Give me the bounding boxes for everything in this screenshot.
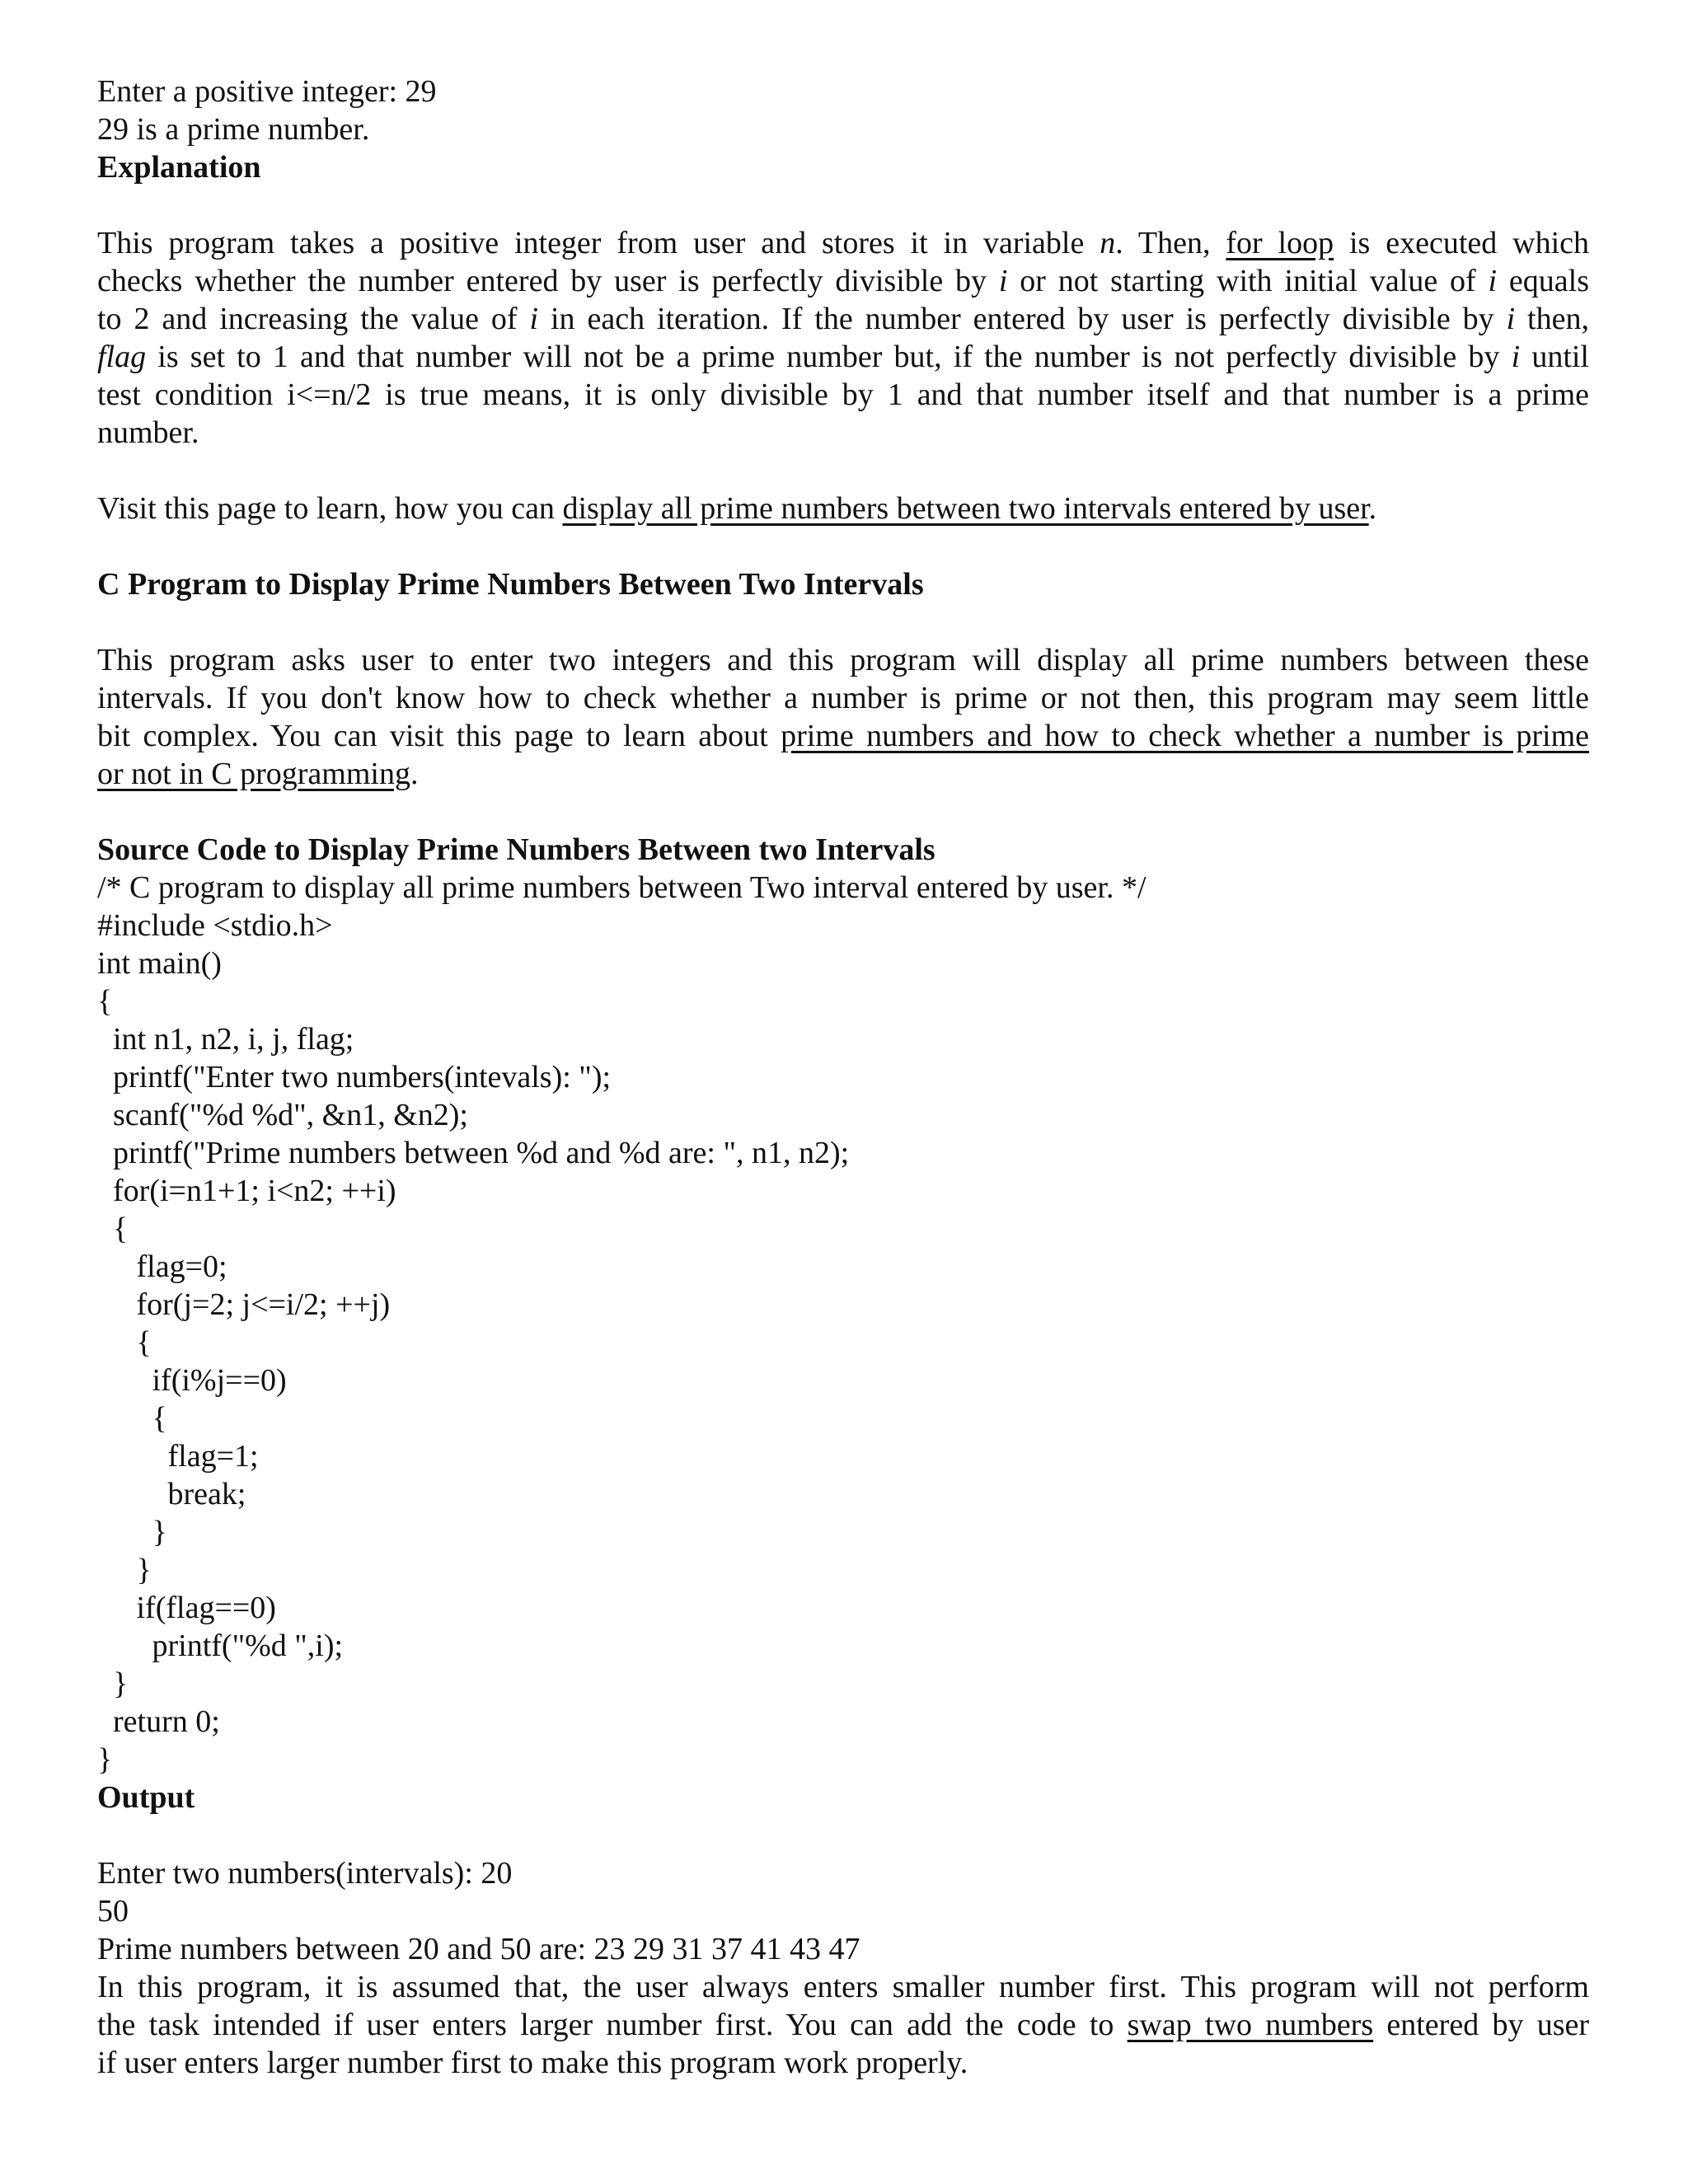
paragraph-row — [97, 300, 1589, 338]
spacer — [97, 186, 1589, 224]
text: then, — [1515, 302, 1589, 336]
section-heading: Source Code to Display Prime Numbers Between two Intervals — [97, 832, 935, 867]
spacer — [97, 793, 1589, 831]
closing-paragraph — [97, 1968, 1589, 2082]
text: This program takes a positive integer from user and stores it in variable — [97, 226, 1100, 260]
code-line: flag=0; — [97, 1249, 227, 1284]
code-line: } — [97, 1742, 113, 1777]
code-line: } — [97, 1666, 129, 1701]
code-line: break; — [97, 1477, 246, 1511]
code-line: int main() — [97, 946, 222, 981]
paragraph-row — [97, 2006, 1589, 2044]
code-line: scanf("%d %d", &n1, &n2); — [97, 1098, 468, 1132]
text: until — [1520, 340, 1589, 374]
code-block — [97, 869, 1589, 1779]
text: . Then, — [1115, 226, 1226, 260]
code-line: { — [97, 1401, 167, 1436]
paragraph-row: intervals. If you don't know how to check whether a number is prime or not then, this program may seem little — [97, 681, 1589, 715]
var-n: n — [1100, 226, 1116, 260]
text: checks whether the number entered by user is perfectly divisible by — [97, 264, 999, 298]
var-i: i — [1506, 302, 1516, 336]
text: to 2 and increasing the value of — [97, 302, 530, 336]
paragraph-row — [97, 717, 1589, 755]
code-line: printf("Prime numbers between %d and %d are: ", n1, n2); — [97, 1136, 850, 1170]
swap-numbers-link[interactable]: swap two numbers — [1127, 2008, 1374, 2042]
output-line: Prime numbers between 20 and 50 are: 23 29 31 37 41 43 47 — [97, 1932, 860, 1966]
paragraph-row: if user enters larger number first to make this program work properly. — [97, 2046, 968, 2080]
output-line: 50 — [97, 1894, 129, 1929]
text: . — [410, 757, 419, 791]
var-flag: flag — [97, 340, 147, 374]
code-line: int n1, n2, i, j, flag; — [97, 1022, 354, 1057]
code-line: #include <stdio.h> — [97, 908, 333, 943]
code-line: printf("Enter two numbers(intevals): "); — [97, 1060, 612, 1094]
code-line: printf("%d ",i); — [97, 1629, 344, 1663]
paragraph-row — [97, 755, 1589, 793]
var-i: i — [1511, 340, 1521, 374]
text: bit complex. You can visit this page to learn about — [97, 719, 781, 753]
text: the task intended if user enters larger number first. You can add the code to — [97, 2008, 1128, 2042]
code-line: { — [97, 1325, 152, 1360]
code-line: { — [97, 984, 113, 1019]
var-i: i — [529, 302, 539, 336]
code-line: } — [97, 1515, 167, 1549]
text: Visit this page to learn, how you can — [97, 491, 563, 526]
output-heading: Output — [97, 1780, 195, 1815]
visit-line — [97, 490, 1589, 527]
spacer — [97, 603, 1589, 641]
paragraph-row: This program asks user to enter two integers and this program will display all prime numbers between these — [97, 643, 1589, 677]
code-line: for(i=n1+1; i<n2; ++i) — [97, 1174, 396, 1208]
var-i: i — [998, 264, 1008, 298]
intro-paragraph — [97, 641, 1589, 793]
code-line: { — [97, 1212, 129, 1246]
prime-numbers-link[interactable]: or not in C programming — [97, 757, 410, 791]
text: in each iteration. If the number entered by user is perfectly divisible by — [538, 302, 1507, 336]
code-line: for(j=2; j<=i/2; ++j) — [97, 1287, 391, 1322]
code-line: if(i%j==0) — [97, 1363, 287, 1398]
code-line: /* C program to display all prime numbers between Two interval entered by user. */ — [97, 870, 1146, 905]
code-line: return 0; — [97, 1704, 220, 1739]
explanation-paragraph — [97, 224, 1589, 452]
for-loop-link[interactable]: for loop — [1226, 226, 1334, 260]
paragraph-row — [97, 262, 1589, 300]
output-line: Enter two numbers(intervals): 20 — [97, 1856, 513, 1891]
paragraph-row: number. — [97, 415, 199, 450]
text: entered by user — [1373, 2008, 1589, 2042]
text: . — [1368, 491, 1377, 526]
paragraph-row: test condition i<=n/2 is true means, it is only divisible by 1 and that number itself and that number is a prime — [97, 377, 1589, 412]
explanation-heading: Explanation — [97, 150, 261, 185]
text: or not starting with initial value of — [1007, 264, 1489, 298]
var-i: i — [1488, 264, 1498, 298]
document-content — [97, 73, 1589, 2082]
prime-intervals-link[interactable]: display all prime numbers between two intervals entered by user — [562, 491, 1369, 526]
output-line: 29 is a prime number. — [97, 112, 370, 147]
code-line: } — [97, 1553, 152, 1587]
spacer — [97, 1816, 1589, 1854]
code-line: if(flag==0) — [97, 1591, 276, 1625]
section-heading: C Program to Display Prime Numbers Between Two Intervals — [97, 567, 924, 602]
code-line: flag=1; — [97, 1439, 259, 1474]
output-line: Enter a positive integer: 29 — [97, 74, 437, 109]
paragraph-row: In this program, it is assumed that, the user always enters smaller number first. This program will not perform — [97, 1970, 1589, 2004]
text: is set to 1 and that number will not be a prime number but, if the number is not perfectly divisible by — [146, 340, 1512, 374]
paragraph-row — [97, 224, 1589, 262]
spacer — [97, 452, 1589, 490]
prime-numbers-link[interactable]: prime numbers and how to check whether a number is prime — [781, 719, 1590, 753]
text: equals — [1497, 264, 1589, 298]
spacer — [97, 527, 1589, 565]
paragraph-row — [97, 338, 1589, 376]
text: is executed which — [1334, 226, 1589, 260]
